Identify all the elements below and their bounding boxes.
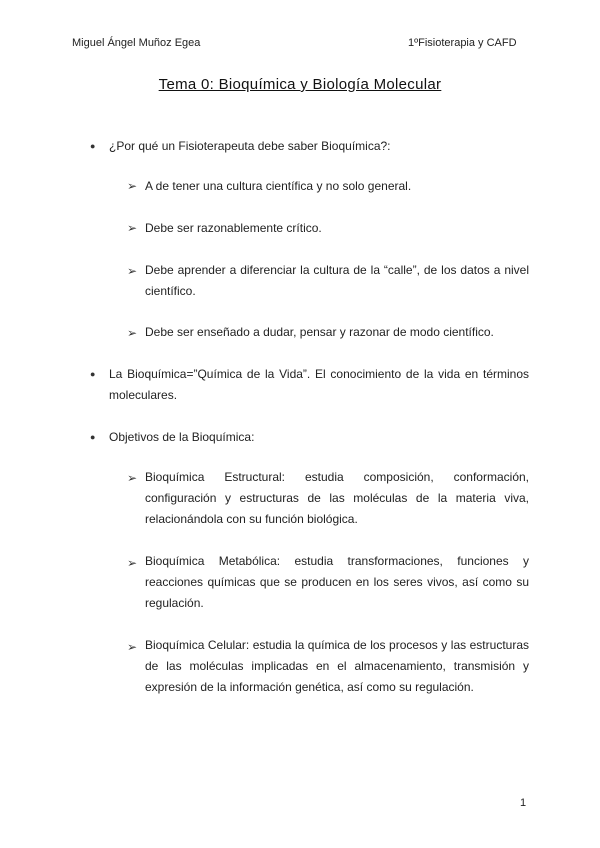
header-course: 1ºFisioterapia y CAFD bbox=[408, 37, 517, 49]
header-author: Miguel Ángel Muñoz Egea bbox=[72, 37, 201, 49]
bullet-icon: ● bbox=[90, 432, 96, 442]
bullet-text: La Bioquímica=”Química de la Vida”. El conocimiento de la vida en términos moleculares. bbox=[109, 367, 529, 402]
arrow-icon: ➢ bbox=[127, 640, 138, 654]
sub-bullet-text: Debe aprender a diferenciar la cultura de la “calle”, de los datos a nivel científico. bbox=[145, 263, 529, 298]
bullet-icon: ● bbox=[90, 369, 96, 379]
sub-bullet-text: Debe ser enseñado a dudar, pensar y razonar de modo científico. bbox=[145, 325, 494, 339]
arrow-icon: ➢ bbox=[127, 326, 138, 340]
page-number: 1 bbox=[520, 797, 527, 809]
arrow-icon: ➢ bbox=[127, 556, 138, 570]
sub-bullet-text: Debe ser razonablemente crítico. bbox=[145, 221, 322, 235]
arrow-icon: ➢ bbox=[127, 221, 138, 235]
bullet-text: Objetivos de la Bioquímica: bbox=[109, 430, 255, 444]
arrow-icon: ➢ bbox=[127, 179, 138, 193]
arrow-icon: ➢ bbox=[127, 471, 138, 485]
bullet-text: ¿Por qué un Fisioterapeuta debe saber Bioquímica?: bbox=[109, 139, 391, 153]
sub-bullet-text: Bioquímica Celular: estudia la química de los procesos y las estructuras de las moléculas implicadas en el almacenamiento, transmisión y expresión de la información genética, así como su regulación. bbox=[145, 638, 529, 694]
sub-bullet-text: Bioquímica Metabólica: estudia transformaciones, funciones y reacciones químicas que se producen en los seres vivos, así como su regulación. bbox=[145, 554, 529, 610]
sub-bullet-text: A de tener una cultura científica y no solo general. bbox=[145, 179, 412, 193]
arrow-icon: ➢ bbox=[127, 264, 138, 278]
page-title: Tema 0: Bioquímica y Biología Molecular bbox=[158, 76, 442, 93]
sub-bullet-text: Bioquímica Estructural: estudia composición, conformación, configuración y estructuras de las moléculas de la materia viva, relacionándola con su función biológica. bbox=[145, 470, 529, 526]
bullet-icon: ● bbox=[90, 141, 96, 151]
